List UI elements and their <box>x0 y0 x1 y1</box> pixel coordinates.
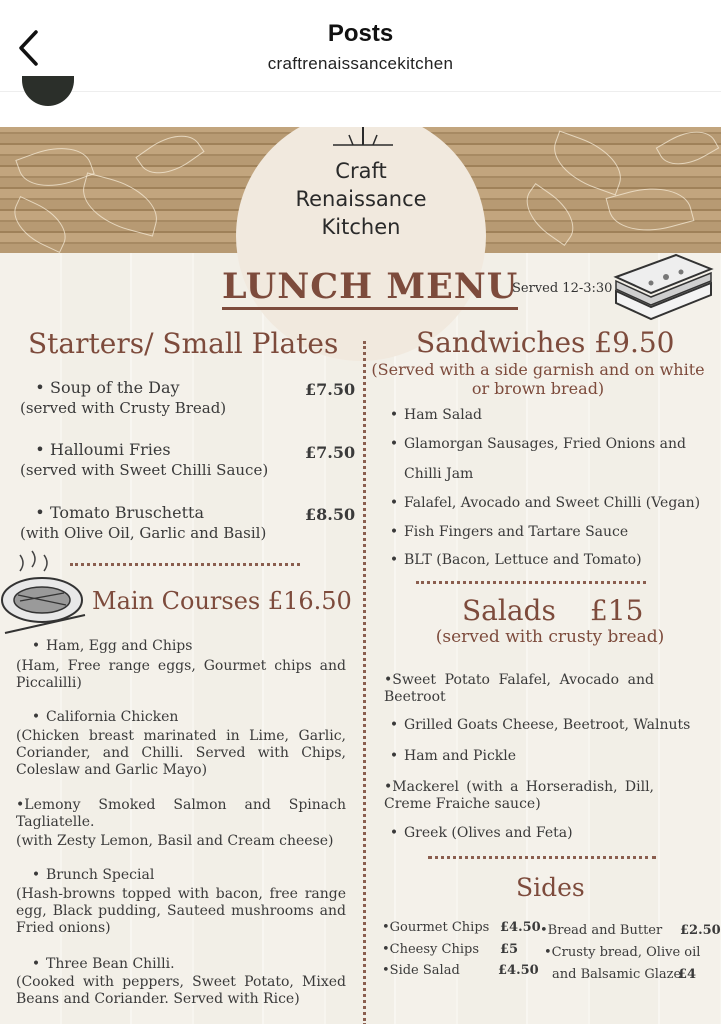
logo-line-1: Craft <box>335 159 387 183</box>
side-item-cont: and Balsamic Glaze <box>552 967 682 982</box>
salad-item: •Mackerel (with a Horseradish, Dill, Creme Fraiche sauce) <box>384 779 654 812</box>
served-time: Served 12-3:30 <box>512 281 613 296</box>
side-item: •Side Salad <box>382 963 460 978</box>
salads-title: Salads <box>462 594 556 627</box>
salad-item: •Sweet Potato Falafel, Avocado and Beetroot <box>384 672 654 705</box>
grill-icon <box>0 545 92 640</box>
side-price: £4.50 <box>498 963 539 978</box>
sandwich-item: • Ham Salad <box>389 407 483 423</box>
plant-icon <box>331 127 395 147</box>
sandwich-item: • BLT (Bacon, Lettuce and Tomato) <box>389 552 642 568</box>
salads-note: (served with crusty bread) <box>435 627 665 647</box>
main-desc: (Cooked with peppers, Sweet Potato, Mixed Beans and Coriander. Served with Rice) <box>16 974 346 1007</box>
salad-item: • Greek (Olives and Feta) <box>389 825 573 841</box>
main-desc: (Chicken breast marinated in Lime, Garlic, Coriander, and Chilli. Served with Chips, Coleslaw and Garlic Mayo) <box>16 728 346 778</box>
starter-item: • Halloumi Fries <box>35 440 171 459</box>
section-divider <box>416 581 646 584</box>
sandwich-item: • Glamorgan Sausages, Fried Onions and <box>389 436 686 452</box>
sandwiches-title: Sandwiches £9.50 <box>416 326 675 359</box>
avatar[interactable] <box>22 76 74 106</box>
post-image <box>0 127 721 1024</box>
starter-desc: (with Olive Oil, Garlic and Basil) <box>20 524 267 542</box>
logo-line-2: Renaissance <box>295 187 427 211</box>
app-bar <box>0 0 721 92</box>
side-item: •Gourmet Chips <box>382 920 490 935</box>
salads-price: £15 <box>590 594 644 627</box>
column-divider <box>363 341 366 1024</box>
sandwich-item-cont: Chilli Jam <box>404 466 474 482</box>
mains-title: Main Courses £16.50 <box>92 587 352 615</box>
account-username[interactable]: craftrenaissancekitchen <box>267 54 454 73</box>
main-desc: (Ham, Free range eggs, Gourmet chips and Piccalilli) <box>16 658 346 691</box>
main-desc: (with Zesty Lemon, Basil and Cream cheese) <box>16 833 334 849</box>
salad-item: • Ham and Pickle <box>389 748 517 764</box>
starter-desc: (served with Sweet Chilli Sauce) <box>20 461 269 479</box>
starter-desc: (served with Crusty Bread) <box>20 399 227 417</box>
logo-line-3: Kitchen <box>321 215 401 239</box>
page-title: Posts <box>327 20 394 47</box>
side-price: £2.50 <box>680 923 721 938</box>
main-item: •Lemony Smoked Salmon and Spinach Tagliatelle. <box>16 797 346 830</box>
starter-price: £8.50 <box>305 505 356 524</box>
sides-title: Sides <box>516 873 585 902</box>
menu-title: LUNCH MENU <box>222 267 518 310</box>
starter-price: £7.50 <box>305 443 356 462</box>
side-item: •Cheesy Chips <box>382 942 479 957</box>
main-item: • Ham, Egg and Chips <box>31 638 193 654</box>
main-desc: (Hash-browns topped with bacon, free range egg, Black pudding, Sauteed mushrooms and Fried onions) <box>16 886 346 936</box>
starter-price: £7.50 <box>305 380 356 399</box>
main-item: • California Chicken <box>31 709 179 725</box>
sandwich-icon <box>606 247 716 327</box>
section-divider <box>428 856 656 859</box>
salad-item: • Grilled Goats Cheese, Beetroot, Walnuts <box>389 717 691 733</box>
side-price: £5 <box>500 942 519 957</box>
side-price: £4.50 <box>500 920 541 935</box>
sandwich-item: • Falafel, Avocado and Sweet Chilli (Vegan) <box>389 495 701 511</box>
side-item: •Crusty bread, Olive oil <box>544 945 701 960</box>
main-item: • Three Bean Chilli. <box>31 956 175 972</box>
starters-title: Starters/ Small Plates <box>28 327 339 360</box>
starter-item: • Soup of the Day <box>35 378 180 397</box>
starter-item: • Tomato Bruschetta <box>35 503 204 522</box>
side-item: •Bread and Butter <box>540 923 663 938</box>
sandwiches-note: (Served with a side garnish and on white or brown bread) <box>371 360 705 398</box>
side-price: £4 <box>678 967 697 982</box>
sandwich-item: • Fish Fingers and Tartare Sauce <box>389 524 629 540</box>
main-item: • Brunch Special <box>31 867 155 883</box>
section-divider <box>70 563 300 566</box>
